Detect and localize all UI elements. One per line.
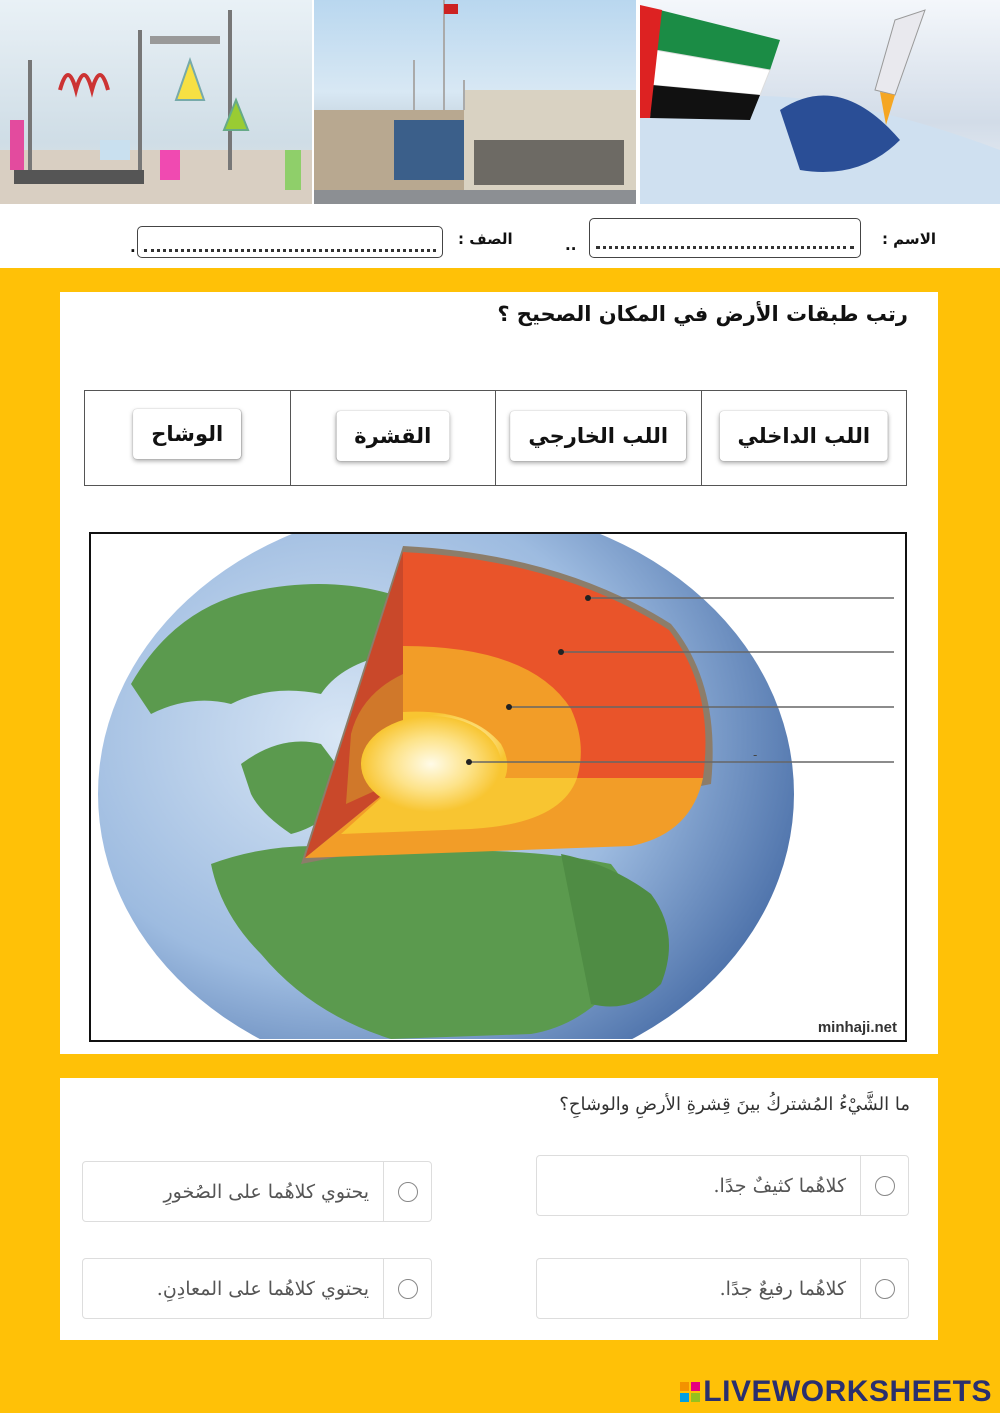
option-cell	[85, 391, 290, 485]
class-field-dots: .	[130, 238, 136, 256]
radio-button[interactable]	[398, 1279, 418, 1299]
worksheet-header	[0, 0, 1000, 268]
radio-cell	[860, 1156, 908, 1215]
earth-cutaway-illustration	[91, 534, 904, 1039]
choice-text: كلاهُما كثيفٌ جدًا.	[713, 1174, 846, 1197]
radio-button[interactable]	[875, 1176, 895, 1196]
question2-panel	[60, 1078, 938, 1340]
radio-cell	[383, 1162, 431, 1221]
radio-cell	[383, 1259, 431, 1318]
stray-mark: -	[753, 748, 758, 762]
option-cell	[701, 391, 907, 485]
option-cell	[495, 391, 701, 485]
drag-chip-inner-core[interactable]: اللب الداخلي	[719, 411, 888, 461]
liveworksheets-footer	[680, 1375, 992, 1409]
choice-text: يحتوي كلاهُما على المعادِنِ.	[156, 1277, 369, 1300]
banner-rocket-image	[640, 0, 1000, 204]
choice-option-2[interactable]	[82, 1161, 432, 1222]
question2-title: ما الشَّيْءُ المُشتركُ بينَ قِشرةِ الأرضِ والوشاحِ؟	[559, 1094, 910, 1115]
choice-text: يحتوي كلاهُما على الصُخورِ	[163, 1180, 369, 1203]
banner-lab-image	[0, 0, 312, 204]
choice-text: كلاهُما رفيعٌ جدًا.	[719, 1277, 846, 1300]
liveworksheets-brand[interactable]: LIVEWORKSHEETS	[703, 1375, 992, 1408]
drag-chip-outer-core[interactable]: اللب الخارجي	[510, 411, 686, 461]
choice-option-3[interactable]	[536, 1258, 909, 1319]
student-info-row	[0, 216, 1000, 262]
earth-layers-diagram	[89, 532, 907, 1042]
name-label: الاسم :	[881, 230, 936, 248]
drag-chip-mantle[interactable]: الوشاح	[133, 409, 241, 459]
name-field[interactable]	[589, 218, 861, 258]
choice-option-4[interactable]	[82, 1258, 432, 1319]
option-cell	[290, 391, 496, 485]
diagram-watermark: minhaji.net	[817, 1019, 897, 1036]
liveworksheets-logo-icon	[680, 1382, 700, 1402]
radio-cell	[860, 1259, 908, 1318]
banner-school-image	[314, 0, 636, 204]
radio-button[interactable]	[398, 1182, 418, 1202]
choice-option-1[interactable]	[536, 1155, 909, 1216]
question1-title: رتب طبقات الأرض في المكان الصحيح ؟	[497, 302, 908, 326]
question1-panel	[60, 292, 938, 1054]
name-field-dots: ..	[565, 236, 577, 254]
radio-button[interactable]	[875, 1279, 895, 1299]
drag-options-table	[84, 390, 907, 486]
class-field[interactable]	[137, 226, 443, 258]
class-label: الصف :	[458, 230, 513, 248]
drag-chip-crust[interactable]: القشرة	[336, 411, 449, 461]
